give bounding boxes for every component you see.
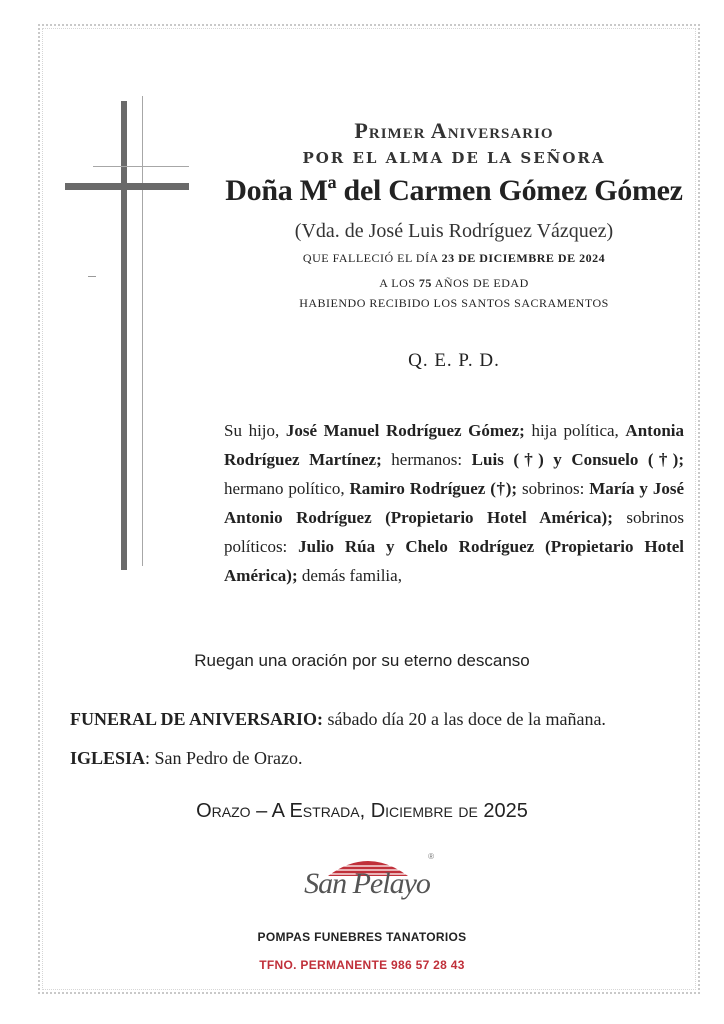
qepd: Q. E. P. D. xyxy=(408,350,500,371)
church-line xyxy=(70,748,690,769)
san-pelayo-logo xyxy=(300,852,440,922)
prayer-request: Ruegan una oración por su eterno descanso xyxy=(194,651,530,670)
cross-ornament xyxy=(88,276,96,277)
funeral-label: FUNERAL DE ANIVERSARIO: xyxy=(70,709,324,729)
death-prefix: QUE FALLECIÓ EL DÍA xyxy=(302,251,439,265)
phone-number: TFNO. PERMANENTE 986 57 28 43 xyxy=(259,958,465,972)
age-line xyxy=(224,276,684,291)
death-date-line xyxy=(224,251,684,266)
family-daughter-in-law: Antonia Rodríguez Martínez; xyxy=(224,421,684,469)
family-nephews-in-law: Julio Rúa y Chelo Rodríguez (Propietario Hotel América); xyxy=(224,537,684,585)
age-value: 75 xyxy=(418,276,432,290)
age-suffix: AÑOS DE EDAD xyxy=(434,276,529,290)
anniversary-title: Primer Aniversario xyxy=(354,118,554,143)
deceased-name: Doña Mª del Carmen Gómez Gómez xyxy=(225,174,683,207)
family-text-7: demás familia, xyxy=(297,566,402,585)
widow-of: (Vda. de José Luis Rodríguez Vázquez) xyxy=(294,220,614,242)
family-paragraph xyxy=(224,416,684,590)
cross-vertical-bar xyxy=(121,101,127,570)
family-text-1: Su hijo, xyxy=(224,421,286,440)
family-brother-in-law: Ramiro Rodríguez (†); xyxy=(349,479,518,498)
place-date: Orazo – A Estrada, Diciembre de 2025 xyxy=(196,800,528,822)
church-value: : San Pedro de Orazo. xyxy=(145,748,303,768)
family-text-5: sobrinos: xyxy=(517,479,590,498)
sacraments-line: HABIENDO RECIBIDO LOS SANTOS SACRAMENTOS xyxy=(299,296,609,310)
age-prefix: A LOS xyxy=(379,276,416,290)
cross-horizontal-shadow xyxy=(93,166,189,167)
anniversary-subtitle: POR EL ALMA DE LA SEÑORA xyxy=(302,149,606,167)
company-name: POMPAS FUNEBRES TANATORIOS xyxy=(257,930,467,944)
church-label: IGLESIA xyxy=(70,748,146,768)
family-siblings: Luis (†) y Consuelo (†); xyxy=(471,450,684,469)
registered-mark: ® xyxy=(428,852,434,861)
funeral-line xyxy=(70,709,690,730)
family-text-6: sobrinos políticos: xyxy=(224,508,684,556)
death-date: 23 DE DICIEMBRE DE 2024 xyxy=(441,251,606,265)
family-text-3: hermanos: xyxy=(381,450,472,469)
family-nephews: María y José Antonio Rodríguez (Propietario Hotel América); xyxy=(224,479,684,527)
family-text-4: hermano político, xyxy=(224,479,350,498)
family-text-2: hija política, xyxy=(524,421,626,440)
family-son: José Manuel Rodríguez Gómez; xyxy=(285,421,525,440)
cross-horizontal-bar xyxy=(65,183,189,190)
funeral-value: sábado día 20 a las doce de la mañana. xyxy=(323,709,606,729)
logo-text: San Pelayo xyxy=(304,867,430,900)
